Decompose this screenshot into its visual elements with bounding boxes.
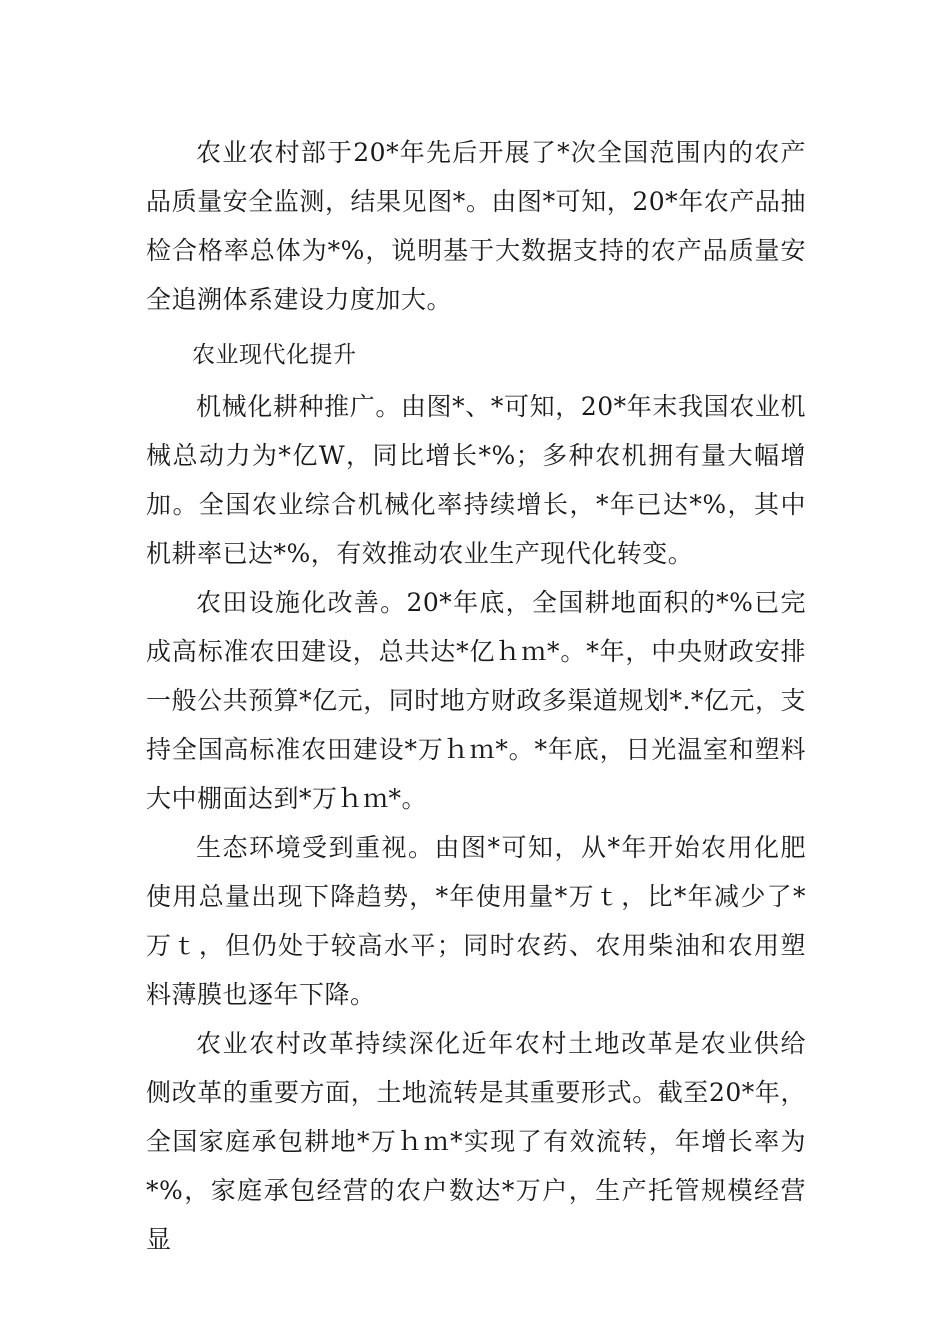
paragraph-quality-monitoring: 农业农村部于20*年先后开展了*次全国范围内的农产品质量安全监测，结果见图*。由图*可知，20*年农产品抽检合格率总体为*%，说明基于大数据支持的农产品质量安全追溯体系建设力度加大。 xyxy=(146,138,806,314)
paragraph-mechanization: 机械化耕种推广。由图*、*可知，20*年末我国农业机械总动力为*亿W，同比增长*%；多种农机拥有量大幅增加。全国农业综合机械化率持续增长，*年已达*%，其中机耕率已达*%，有效推动农业生产现代化转变。 xyxy=(146,392,806,568)
section-heading-modernization: 农业现代化提升 xyxy=(192,342,357,368)
paragraph-rural-reform: 农业农村改革持续深化近年农村土地改革是农业供给侧改革的重要方面，土地流转是其重要形式。截至20*年，全国家庭承包耕地*万ｈｍ*实现了有效流转，年增长率为*%，家庭承包经营的农户数达*万户，生产托管规模经营显 xyxy=(146,1029,806,1254)
paragraph-farmland-facilities: 农田设施化改善。20*年底，全国耕地面积的*%已完成高标准农田建设，总共达*亿ｈｍ*。*年，中央财政安排一般公共预算*亿元，同时地方财政多渠道规划*.*亿元，支持全国高标准农田建设*万ｈｍ*。*年底，日光温室和塑料大中棚面达到*万ｈｍ*。 xyxy=(146,588,806,813)
paragraph-ecology: 生态环境受到重视。由图*可知，从*年开始农用化肥使用总量出现下降趋势，*年使用量*万ｔ，比*年减少了*万ｔ，但仍处于较高水平；同时农药、农用柴油和农用塑料薄膜也逐年下降。 xyxy=(146,833,806,1009)
document-body xyxy=(146,128,806,1264)
